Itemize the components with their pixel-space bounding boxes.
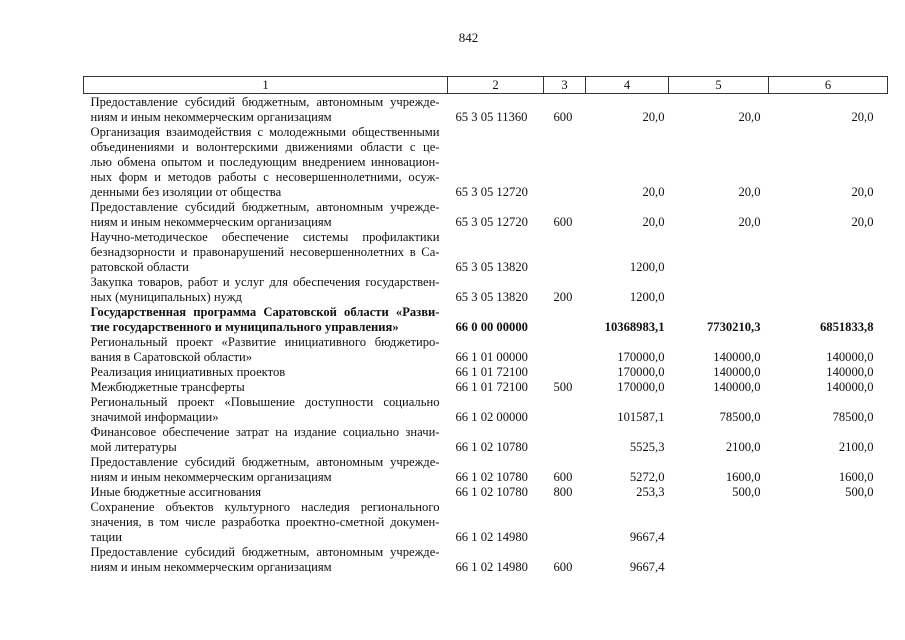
row-value-6 bbox=[769, 500, 888, 545]
description-line: Региональный проект «Развитие инициативного бюджетиро- bbox=[90, 335, 440, 349]
table-header-row bbox=[84, 77, 888, 94]
row-value-4: 5272,0 bbox=[629, 470, 665, 484]
table-row bbox=[84, 125, 888, 200]
row-description bbox=[84, 395, 448, 425]
description-line: ниям и иным некоммерческим организациям bbox=[90, 215, 332, 229]
table-row bbox=[84, 365, 888, 380]
row-value-6: 20,0 bbox=[851, 185, 874, 199]
row-expense-type: 600 bbox=[553, 470, 573, 484]
row-description bbox=[84, 94, 448, 126]
row-expense-type: 200 bbox=[553, 290, 573, 304]
row-value-6: 2100,0 bbox=[838, 440, 874, 454]
description-line: ных форм и методов работы с несовершеннолетними, осуж- bbox=[90, 170, 440, 184]
row-expense-type: 600 bbox=[553, 560, 573, 574]
row-description bbox=[84, 425, 448, 455]
row-expense-type: 600 bbox=[553, 215, 573, 229]
row-value-6: 1600,0 bbox=[838, 470, 874, 484]
description-line: значимой информации» bbox=[90, 410, 219, 424]
row-value-6 bbox=[769, 230, 888, 275]
table-row bbox=[84, 485, 888, 500]
table-row bbox=[84, 395, 888, 425]
row-expense-type: 800 bbox=[553, 485, 573, 499]
row-description bbox=[84, 455, 448, 485]
table-row bbox=[84, 425, 888, 455]
row-value-4: 9667,4 bbox=[629, 560, 665, 574]
description-line: Научно-методическое обеспечение системы профилактики bbox=[90, 230, 440, 244]
table-row bbox=[84, 455, 888, 485]
description-line: Государственная программа Саратовской области «Разви- bbox=[90, 305, 440, 319]
row-value-5: 140000,0 bbox=[713, 350, 761, 364]
description-line: тие государственного и муниципального управления» bbox=[90, 320, 399, 334]
row-description bbox=[84, 230, 448, 275]
description-line: ниям и иным некоммерческим организациям bbox=[90, 560, 332, 574]
row-value-4: 1200,0 bbox=[629, 290, 665, 304]
row-value-5: 20,0 bbox=[738, 110, 761, 124]
row-value-6: 20,0 bbox=[851, 215, 874, 229]
row-description bbox=[84, 125, 448, 200]
row-value-5: 78500,0 bbox=[719, 410, 761, 424]
table-row bbox=[84, 500, 888, 545]
row-description bbox=[84, 380, 448, 395]
description-line: Организация взаимодействия с молодежными общественными bbox=[90, 125, 440, 139]
description-line: Иные бюджетные ассигнования bbox=[90, 485, 262, 499]
description-line: вания в Саратовской области» bbox=[90, 350, 253, 364]
row-value-5 bbox=[669, 545, 769, 575]
header-col-4: 4 bbox=[586, 77, 669, 94]
row-value-4: 170000,0 bbox=[617, 365, 665, 379]
row-value-6: 20,0 bbox=[851, 110, 874, 124]
row-code: 65 3 05 12720 bbox=[455, 185, 528, 199]
row-expense-type bbox=[544, 230, 586, 275]
row-code: 66 1 02 10780 bbox=[455, 440, 528, 454]
description-line: ниям и иным некоммерческим организациям bbox=[90, 110, 332, 124]
row-expense-type bbox=[544, 305, 586, 335]
table-row bbox=[84, 200, 888, 230]
row-value-4: 1200,0 bbox=[629, 260, 665, 274]
row-value-4: 20,0 bbox=[642, 110, 665, 124]
row-expense-type bbox=[544, 125, 586, 200]
row-value-5 bbox=[669, 500, 769, 545]
row-value-4: 9667,4 bbox=[629, 530, 665, 544]
description-line: тации bbox=[90, 530, 122, 544]
budget-table bbox=[83, 76, 888, 575]
description-line: Финансовое обеспечение затрат на издание социально значи- bbox=[90, 425, 440, 439]
row-value-4: 10368983,1 bbox=[604, 320, 665, 334]
description-line: Предоставление субсидий бюджетным, автономным учрежде- bbox=[90, 455, 440, 469]
row-code: 65 3 05 11360 bbox=[455, 110, 528, 124]
row-value-4: 5525,3 bbox=[629, 440, 665, 454]
row-expense-type: 600 bbox=[553, 110, 573, 124]
row-description bbox=[84, 275, 448, 305]
row-value-5: 1600,0 bbox=[725, 470, 761, 484]
row-code: 66 1 02 00000 bbox=[455, 410, 528, 424]
row-value-4: 170000,0 bbox=[617, 380, 665, 394]
row-value-5: 2100,0 bbox=[725, 440, 761, 454]
row-expense-type: 500 bbox=[553, 380, 573, 394]
header-col-1: 1 bbox=[84, 77, 448, 94]
description-line: Межбюджетные трансферты bbox=[90, 380, 245, 394]
row-value-6 bbox=[769, 275, 888, 305]
row-description bbox=[84, 335, 448, 365]
row-value-5: 7730210,3 bbox=[706, 320, 761, 334]
row-description bbox=[84, 200, 448, 230]
row-code: 66 1 01 72100 bbox=[455, 365, 528, 379]
row-value-6: 140000,0 bbox=[826, 365, 874, 379]
description-line: безнадзорности и правонарушений несовершеннолетних в Са- bbox=[90, 245, 440, 259]
row-code: 66 1 02 10780 bbox=[455, 470, 528, 484]
row-description bbox=[84, 545, 448, 575]
row-value-4: 20,0 bbox=[642, 185, 665, 199]
row-value-6: 140000,0 bbox=[826, 380, 874, 394]
row-code: 66 1 02 14980 bbox=[455, 530, 528, 544]
row-value-5: 140000,0 bbox=[713, 380, 761, 394]
description-line: Региональный проект «Повышение доступности социально bbox=[90, 395, 440, 409]
description-line: мой литературы bbox=[90, 440, 177, 454]
row-code: 66 1 01 00000 bbox=[455, 350, 528, 364]
description-line: Реализация инициативных проектов bbox=[90, 365, 286, 379]
row-expense-type bbox=[544, 365, 586, 380]
row-description bbox=[84, 500, 448, 545]
description-line: ратовской области bbox=[90, 260, 189, 274]
description-line: объединениями и волонтерскими движениями области с це- bbox=[90, 140, 440, 154]
row-value-5: 20,0 bbox=[738, 215, 761, 229]
description-line: значения, в том числе разработка проектно-сметной докумен- bbox=[90, 515, 440, 529]
row-expense-type bbox=[544, 500, 586, 545]
row-value-5: 500,0 bbox=[732, 485, 761, 499]
description-line: Предоставление субсидий бюджетным, автономным учрежде- bbox=[90, 95, 440, 109]
row-value-4: 170000,0 bbox=[617, 350, 665, 364]
table-row bbox=[84, 305, 888, 335]
row-code: 65 3 05 13820 bbox=[455, 260, 528, 274]
description-line: Предоставление субсидий бюджетным, автономным учрежде- bbox=[90, 545, 440, 559]
row-description bbox=[84, 365, 448, 380]
row-code: 66 0 00 00000 bbox=[455, 320, 528, 334]
row-expense-type bbox=[544, 335, 586, 365]
description-line: ниям и иным некоммерческим организациям bbox=[90, 470, 332, 484]
description-line: ных (муниципальных) нужд bbox=[90, 290, 242, 304]
row-value-6: 6851833,8 bbox=[819, 320, 874, 334]
description-line: Закупка товаров, работ и услуг для обеспечения государствен- bbox=[90, 275, 440, 289]
table-row bbox=[84, 275, 888, 305]
row-value-5 bbox=[669, 275, 769, 305]
row-value-5: 20,0 bbox=[738, 185, 761, 199]
row-code: 65 3 05 12720 bbox=[455, 215, 528, 229]
row-description bbox=[84, 485, 448, 500]
header-col-2: 2 bbox=[448, 77, 544, 94]
row-value-5: 140000,0 bbox=[713, 365, 761, 379]
row-value-4: 253,3 bbox=[636, 485, 665, 499]
row-value-6: 500,0 bbox=[845, 485, 874, 499]
page-number: 842 bbox=[458, 30, 479, 45]
description-line: денными без изоляции от общества bbox=[90, 185, 282, 199]
header-col-6: 6 bbox=[769, 77, 888, 94]
row-value-4: 20,0 bbox=[642, 215, 665, 229]
row-code: 66 1 01 72100 bbox=[455, 380, 528, 394]
table-row bbox=[84, 545, 888, 575]
row-expense-type bbox=[544, 395, 586, 425]
table-row bbox=[84, 230, 888, 275]
description-line: Сохранение объектов культурного наследия регионального bbox=[90, 500, 440, 514]
row-value-4: 101587,1 bbox=[617, 410, 665, 424]
row-value-5 bbox=[669, 230, 769, 275]
header-col-5: 5 bbox=[669, 77, 769, 94]
row-value-6: 78500,0 bbox=[832, 410, 874, 424]
description-line: Предоставление субсидий бюджетным, автономным учрежде- bbox=[90, 200, 440, 214]
row-value-6: 140000,0 bbox=[826, 350, 874, 364]
row-code: 66 1 02 14980 bbox=[455, 560, 528, 574]
row-description bbox=[84, 305, 448, 335]
row-expense-type bbox=[544, 425, 586, 455]
table-row bbox=[84, 335, 888, 365]
table-row bbox=[84, 94, 888, 126]
description-line: лью обмена опытом и последующим внедрением инновацион- bbox=[90, 155, 440, 169]
row-value-6 bbox=[769, 545, 888, 575]
row-code: 65 3 05 13820 bbox=[455, 290, 528, 304]
header-col-3: 3 bbox=[544, 77, 586, 94]
row-code: 66 1 02 10780 bbox=[455, 485, 528, 499]
table-row bbox=[84, 380, 888, 395]
